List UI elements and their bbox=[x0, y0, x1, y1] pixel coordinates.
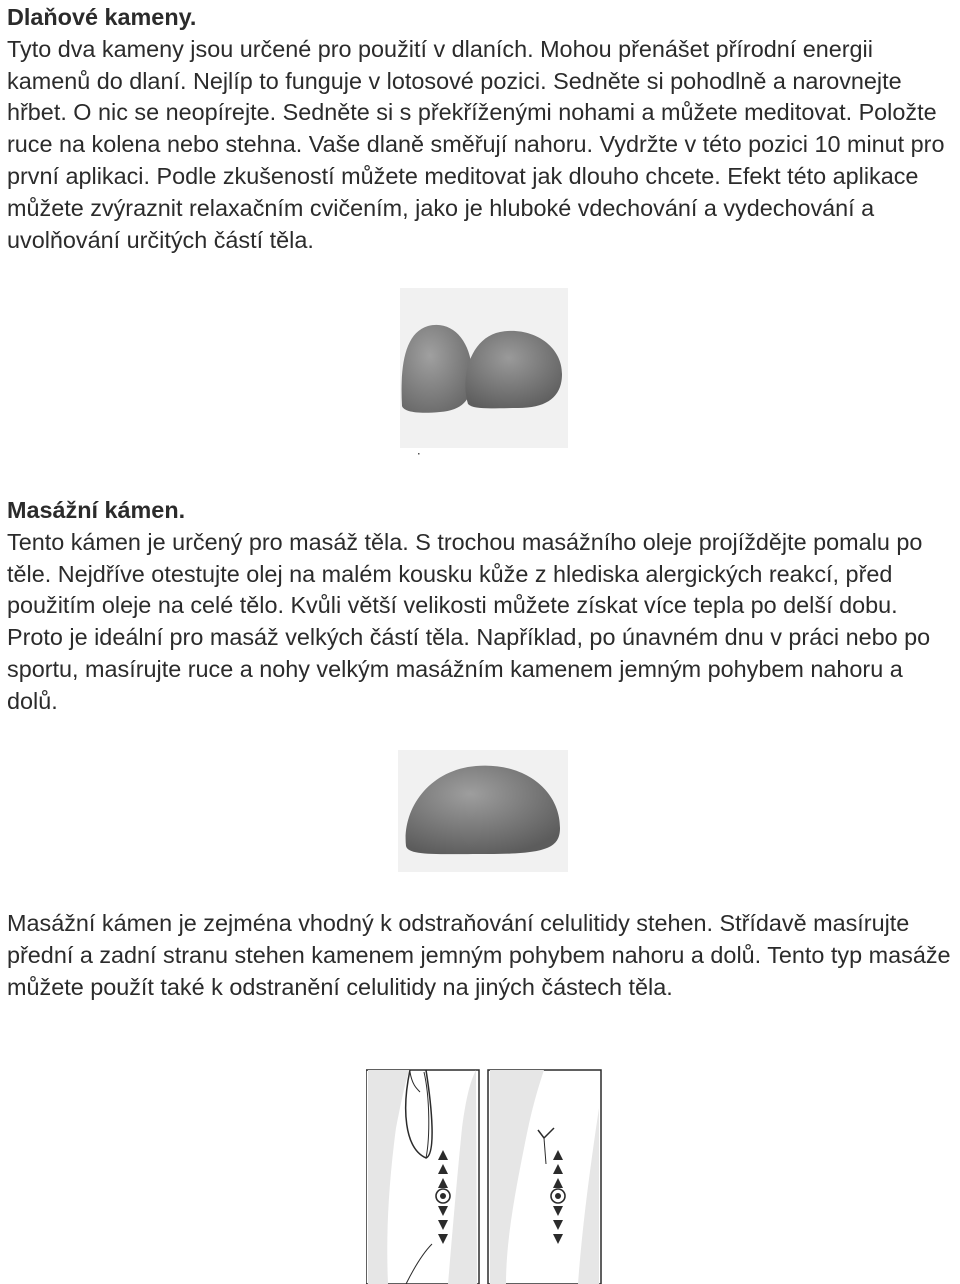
paragraph-cellulite: Masážní kámen je zejména vhodný k odstraňování celulitidy stehen. Střídavě masírujte přední a zadní stranu stehen kamenem jemným pohybem nahoru a dolů. Tento typ masáže můžete použít také k odstranění celulitidy na jiných částech těla. bbox=[7, 910, 951, 1000]
paragraph-palm-stones: Tyto dva kameny jsou určené pro použití v dlaních. Mohou přenášet přírodní energii kamenů do dlaní. Nejlíp to funguje v lotosové pozici. Sedněte si pohodlně a narovnejte hřbet. O nic se neopírejte. Sedněte si s překříženými nohami a můžete meditovat. Položte ruce na kolena nebo stehna. Vaše dlaně směřují nahoru. Vydržte v této pozici 10 minut pro první aplikaci. Podle zkušeností můžete meditovat jak dlouho chcete. Efekt této aplikace můžete zvýraznit relaxačním cvičením, jako je hluboké vdechování a vydechování a uvolňování určitých částí těla. bbox=[7, 35, 945, 253]
thigh-massage-diagram bbox=[366, 1068, 602, 1284]
palm-stones-photo bbox=[400, 288, 568, 460]
section-palm-stones bbox=[7, 2, 957, 256]
paragraph-massage-stone: Tento kámen je určený pro masáž těla. S trochou masážního oleje projíždějte pomalu po těle. Nejdříve otestujte olej na malém kousku kůže z hlediska alergických reakcí, před použitím oleje na celé tělo. Kvůli větší velikosti můžete získat více tepla po delší dobu. Proto je ideální pro masáž velkých částí těla. Například, po únavném dnu v práci nebo po sportu, masírujte ruce a nohy velkým masážním kamenem jemným pohybem nahoru a dolů. bbox=[7, 528, 931, 714]
massage-stone-photo bbox=[398, 750, 568, 872]
front-thigh-panel bbox=[488, 1070, 601, 1284]
heading-massage-stone: Masážní kámen. bbox=[7, 497, 186, 523]
section-cellulite bbox=[7, 908, 957, 1003]
back-thighs-panel bbox=[366, 1070, 479, 1284]
heading-palm-stones: Dlaňové kameny. bbox=[7, 4, 197, 30]
section-massage-stone bbox=[7, 495, 957, 718]
